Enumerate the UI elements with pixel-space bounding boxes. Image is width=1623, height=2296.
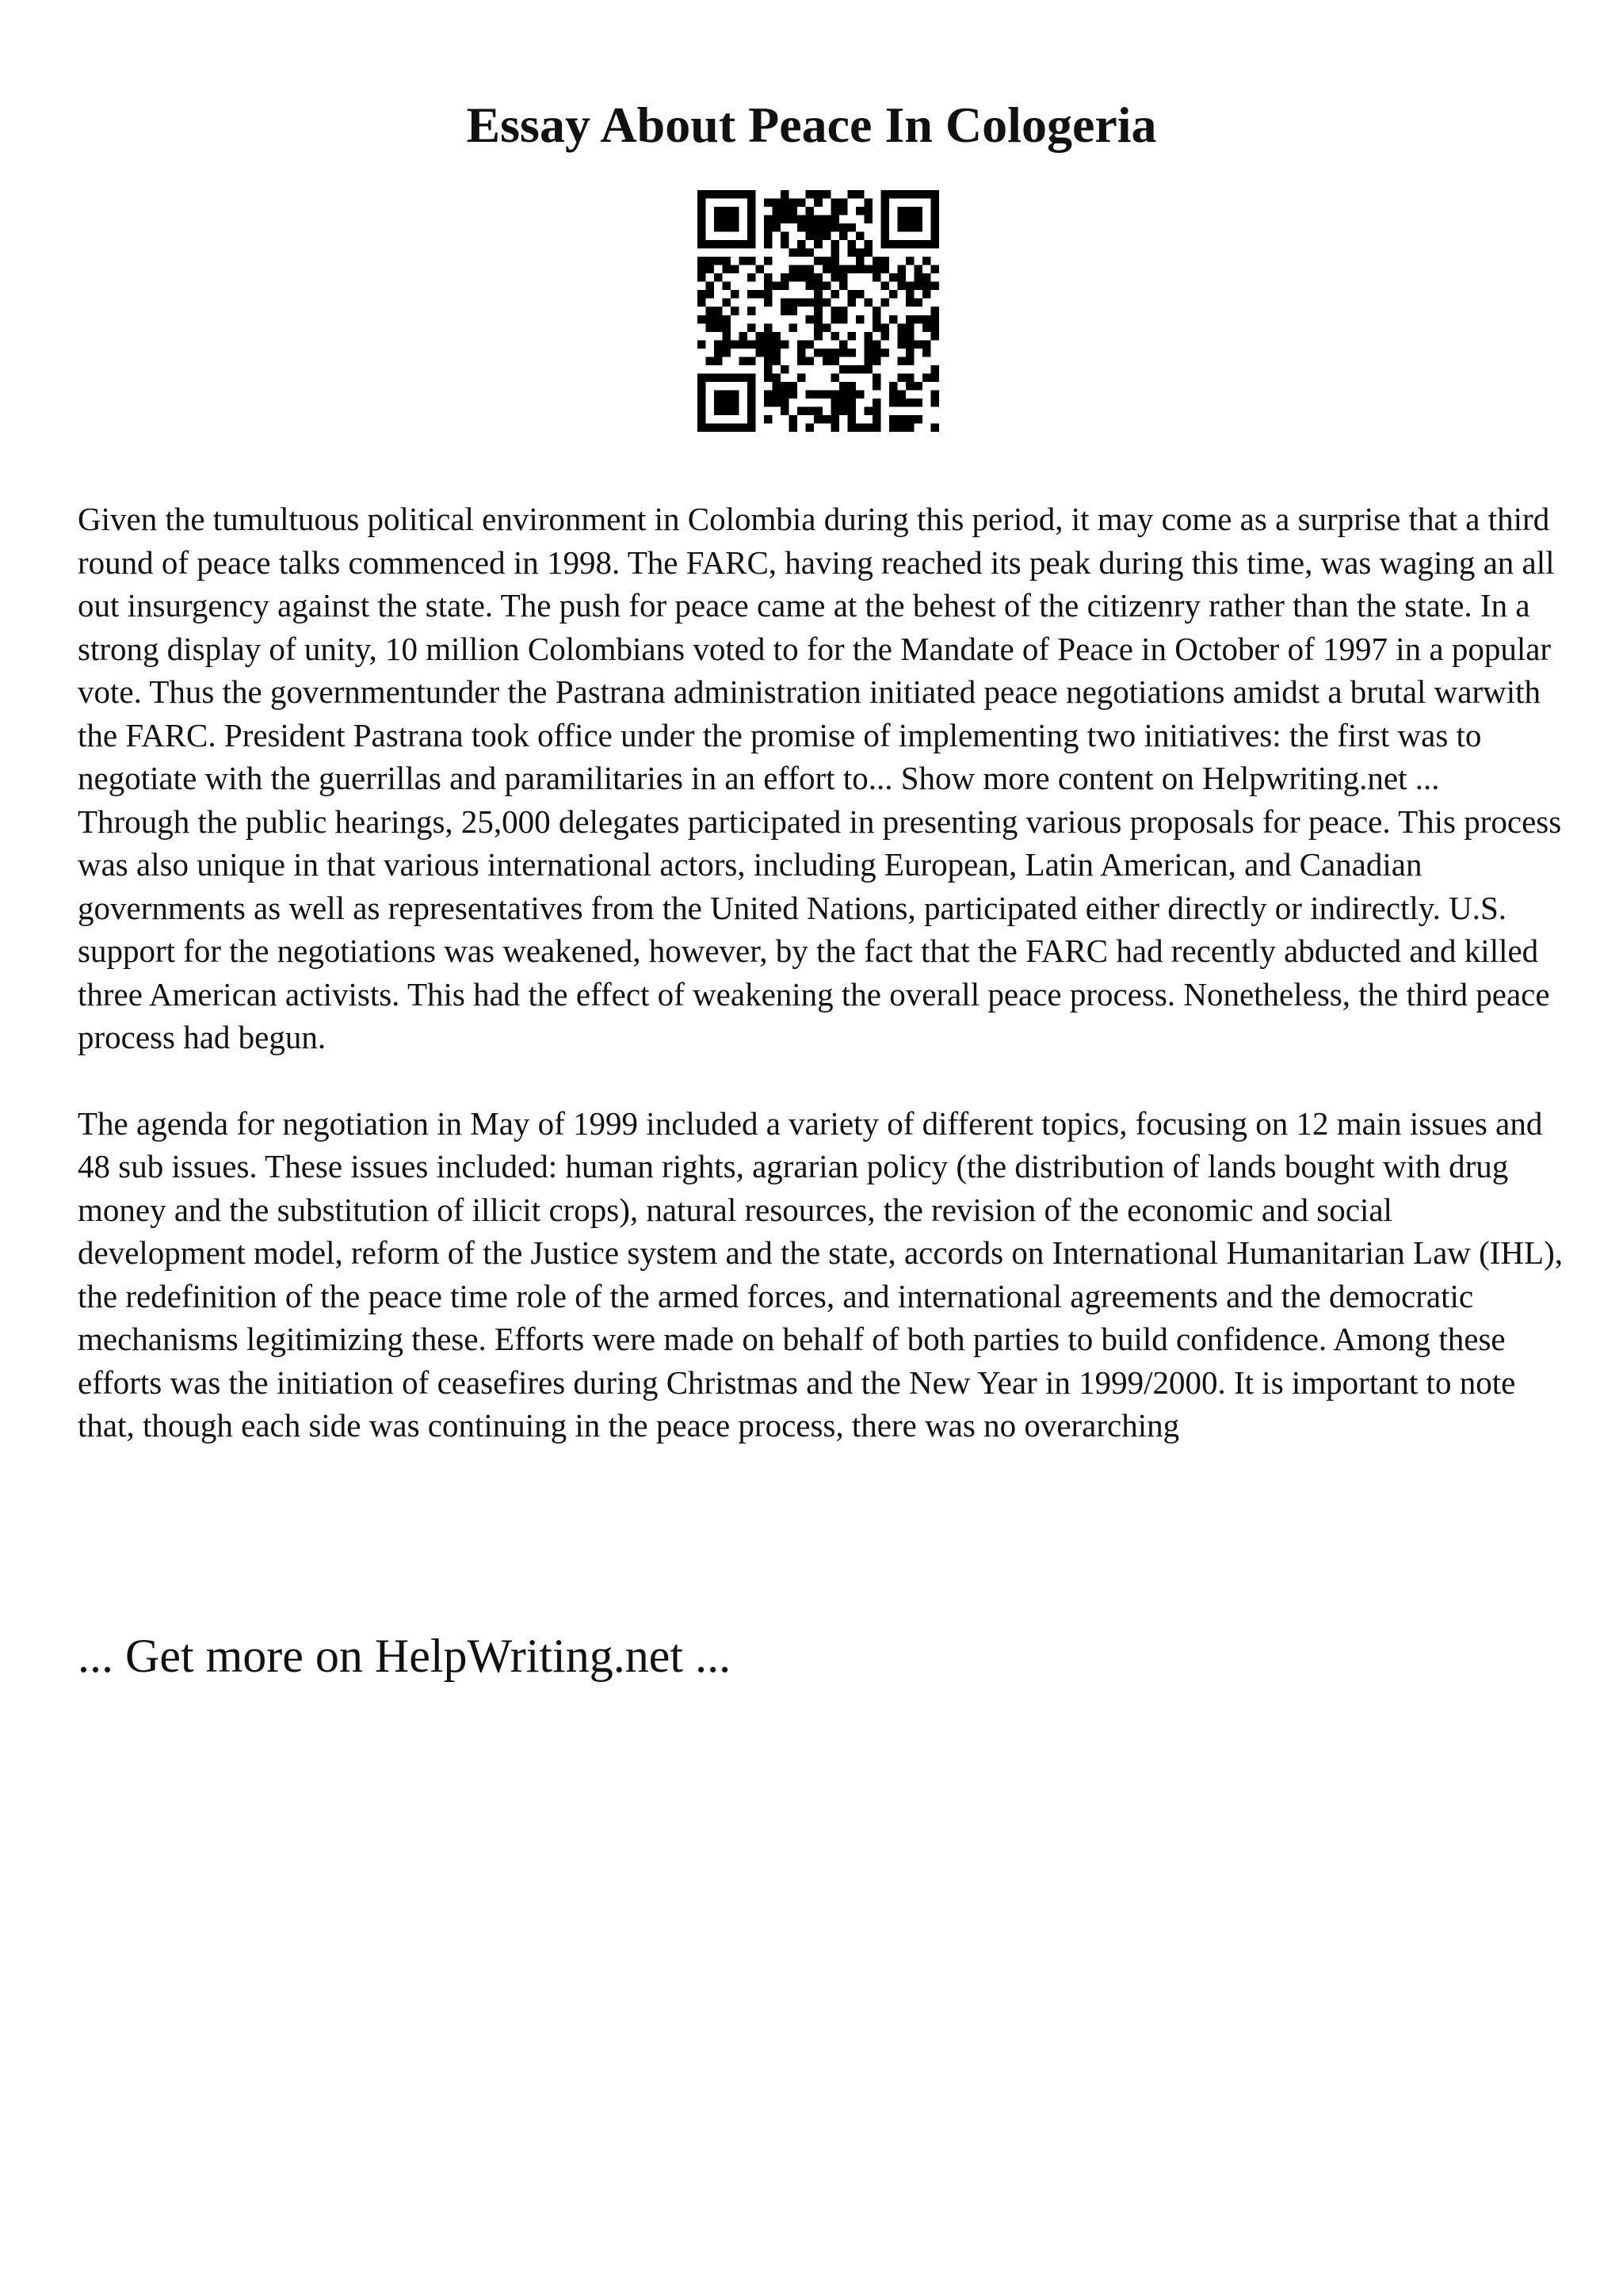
get-more-link[interactable]: ... Get more on HelpWriting.net ... (78, 1630, 731, 1682)
paragraph-2: Through the public hearings, 25,000 delegates participated in presenting various proposals for peace. This process was also unique in that various international actors, including European, Latin American, and Canadian governments as well as representatives from the United Nations, participated either directly or indirectly. U.S. support for the negotiations was weakened, however, by the fact that the FARC had recently abducted and killed three American activists. This had the effect of weakening the overall peace process. Nonetheless, the third peace process had begun. (78, 803, 1562, 1055)
paragraph-3: The agenda for negotiation in May of 1999 included a variety of different topics, focusing on 12 main issues and 48 sub issues. These issues included: human rights, agrarian policy (the distribution of lands bought with drug money and the substitution of illicit crops), natural resources, the revision of the economic and social development model, reform of the Justice system and the state, accords on International Humanitarian Law (IHL), the redefinition of the peace time role of the armed forces, and international agreements and the democratic mechanisms legitimizing these. Efforts were made on behalf of both parties to build confidence. Among these efforts was the initiation of ceasefires during Christmas and the New Year in 1999/2000. It is important to note that, though each side was continuing in the peace process, there was no overarching (78, 1104, 1563, 1444)
paragraph-spacer (78, 1059, 1568, 1102)
qr-code-icon[interactable] (697, 190, 939, 432)
document-title: Essay About Peace In Cologeria (466, 97, 1157, 153)
paragraph-1: Given the tumultuous political environment in Colombia during this period, it may come as a surprise that a third round of peace talks commenced in 1998. The FARC, having reached its peak during this time, was waging an all out insurgency against the state. The push for peace came at the behest of the citizenry rather than the state. In a strong display of unity, 10 million Colombians voted to for the Mandate of Peace in October of 1997 in a popular vote. Thus the governmentunder the Pastrana administration initiated peace negotiations amidst a brutal warwith the FARC. President Pastrana took office under the promise of implementing two initiatives: the first was to negotiate with the guerrillas and paramilitaries in an effort to... Show more content on Helpwriting.net ... (78, 501, 1555, 796)
essay-body (78, 498, 1568, 1447)
